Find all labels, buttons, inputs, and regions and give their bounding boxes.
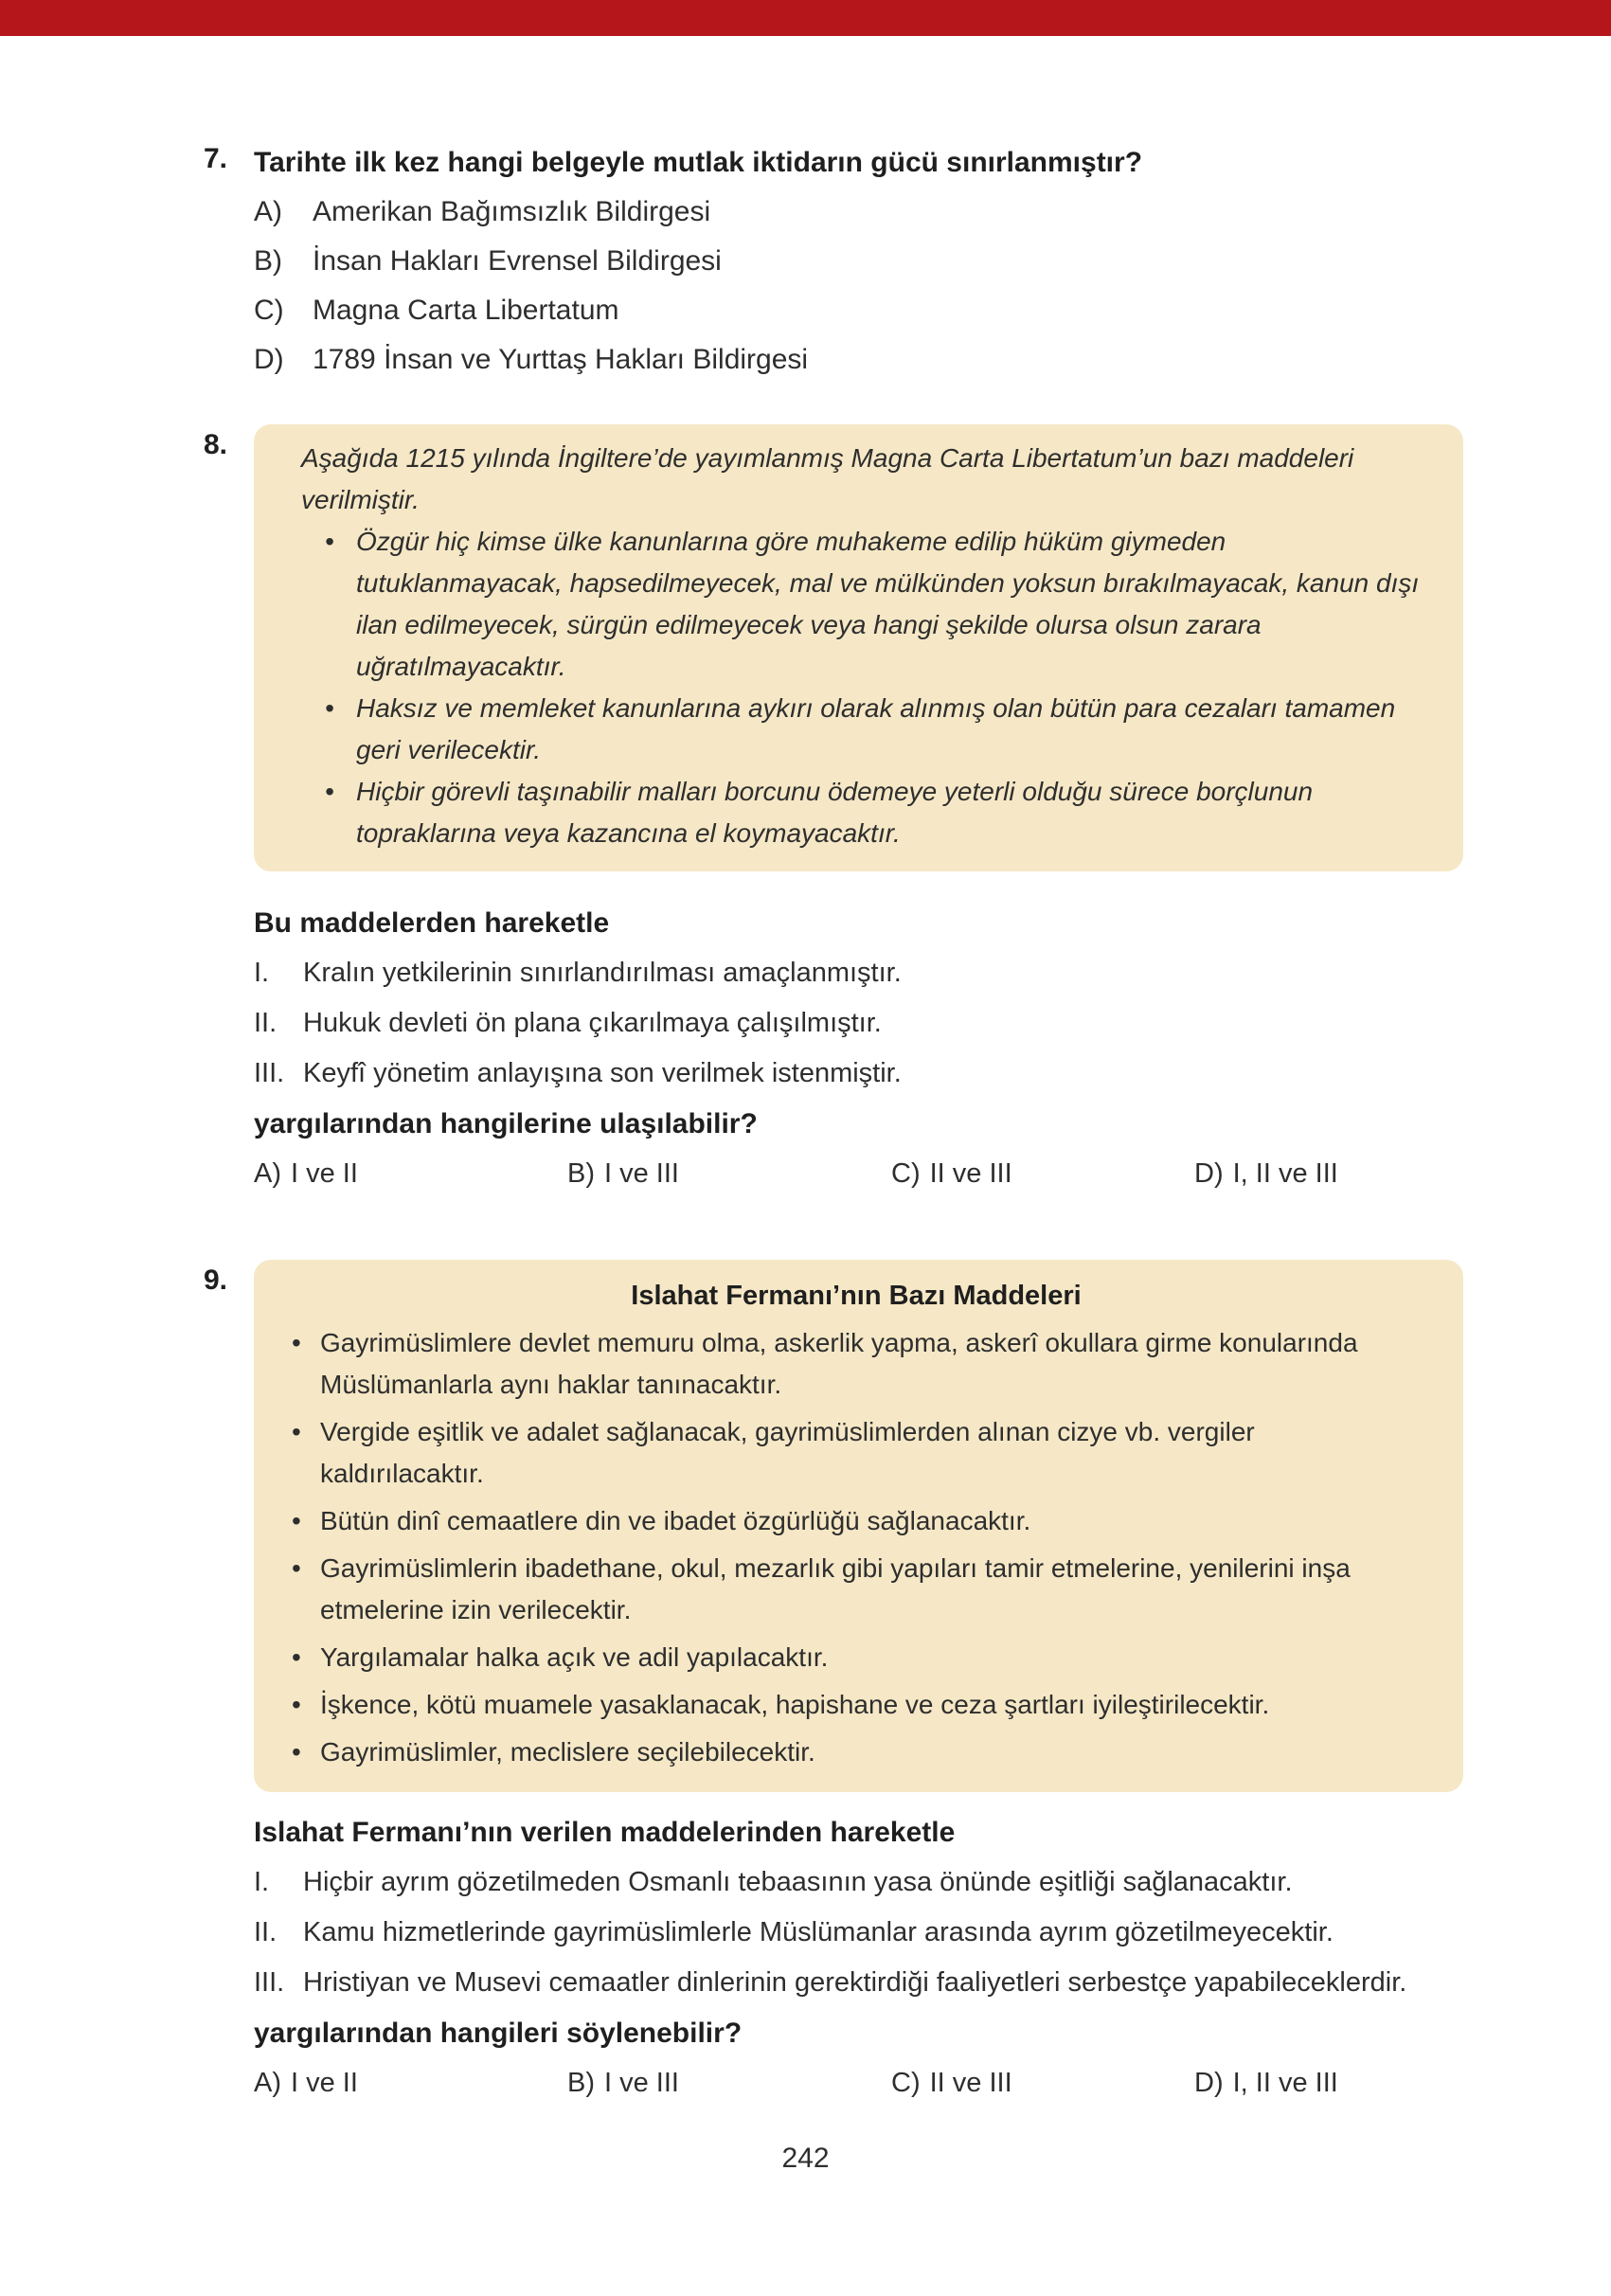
page-top-accent-bar <box>0 0 1611 36</box>
source-box-title: Islahat Fermanı’nın Bazı Maddeleri <box>631 1281 1082 1311</box>
answer-option-d <box>1194 2058 1338 2108</box>
statement-3 <box>254 1049 1463 1099</box>
answer-option-b <box>254 237 1463 286</box>
option-text: Amerikan Bağımsızlık Bildirgesi <box>313 196 711 227</box>
option-text: II ve III <box>929 2068 1012 2098</box>
bullet-icon: • <box>292 1328 301 1357</box>
stem-question: yargılarından hangilerine ulaşılabilir? <box>254 1108 758 1139</box>
stem-question: yargılarından hangileri söylenebilir? <box>254 2018 743 2049</box>
statement-3 <box>254 1958 1463 2008</box>
option-text: I ve II <box>291 1158 358 1189</box>
option-letter: A) <box>254 1158 281 1189</box>
option-text: I, II ve III <box>1232 2068 1338 2098</box>
answer-option-c <box>891 1149 1012 1199</box>
question-7-title: Tarihte ilk kez hangi belgeyle mutlak iktidarın gücü sınırlanmıştır? <box>254 147 1143 178</box>
option-letter: C) <box>254 295 284 326</box>
list-item <box>292 1684 1421 1726</box>
answer-option-a <box>254 2058 358 2108</box>
statement-numeral: II. <box>254 1008 277 1038</box>
bullet-icon: • <box>292 1506 301 1535</box>
list-item <box>325 688 1421 771</box>
list-item <box>292 1322 1421 1406</box>
bullet-text: Bütün dinî cemaatlere din ve ibadet özgürlüğü sağlanacaktır. <box>320 1506 1031 1535</box>
statement-1 <box>254 1857 1463 1908</box>
list-item <box>292 1411 1421 1495</box>
statement-text: Kamu hizmetlerinde gayrimüslimlerle Müslümanlar arasında ayrım gözetilmeyecektir. <box>303 1917 1334 1947</box>
bullet-icon: • <box>292 1737 301 1767</box>
option-letter: A) <box>254 2068 281 2098</box>
question-9-number: 9. <box>204 1265 228 1296</box>
option-letter: B) <box>567 1158 595 1189</box>
list-item <box>325 771 1421 854</box>
bullet-text: Gayrimüslimlerin ibadethane, okul, mezarlık gibi yapıları tamir etmelerine, yenilerini inşa etmelerine izin verilecektir. <box>320 1553 1351 1624</box>
bullet-text: Hiçbir görevli taşınabilir malları borcunu ödemeye yeterli olduğu sürece borçlunun topraklarına veya kazancına el koymayacaktır. <box>356 777 1314 848</box>
question-7-number: 7. <box>204 143 228 174</box>
statement-text: Hristiyan ve Musevi cemaatler dinlerinin gerektirdiği faaliyetleri serbestçe yapabileceklerdir. <box>303 1967 1407 1998</box>
question-9-body <box>254 1260 1463 2108</box>
question-8-body <box>254 424 1463 1199</box>
option-letter: D) <box>254 344 284 375</box>
statement-numeral: III. <box>254 1967 285 1998</box>
answer-option-b <box>567 1149 679 1199</box>
option-text: I ve III <box>604 1158 679 1189</box>
option-letter: B) <box>567 2068 595 2098</box>
question-7 <box>204 138 1463 385</box>
question-8-number: 8. <box>204 429 228 460</box>
bullet-icon: • <box>325 693 334 723</box>
statement-numeral: III. <box>254 1058 285 1088</box>
bullet-icon: • <box>292 1642 301 1672</box>
answers-row <box>254 2058 1463 2108</box>
bullet-text: İşkence, kötü muamele yasaklanacak, hapishane ve ceza şartları iyileştirilecektir. <box>320 1690 1270 1719</box>
bullet-icon: • <box>292 1690 301 1719</box>
statement-text: Hiçbir ayrım gözetilmeden Osmanlı tebaasının yasa önünde eşitliği sağlanacaktır. <box>303 1867 1293 1897</box>
question-8 <box>204 424 1463 1199</box>
option-text: II ve III <box>929 1158 1012 1189</box>
option-text: 1789 İnsan ve Yurttaş Hakları Bildirgesi <box>313 344 809 375</box>
statement-2 <box>254 1908 1463 1958</box>
bullet-text: Özgür hiç kimse ülke kanunlarına göre muhakeme edilip hüküm giymeden tutuklanmayacak, hapsedilmeyecek, mal ve mülkünden yoksun bırakılmayacak, kanun dışı ilan edilmeyecek, sürgün edilmeyecek veya hangi şekilde olursa olsun zarara uğratılmayacaktır. <box>356 527 1420 681</box>
answer-option-c <box>254 286 1463 335</box>
source-text-box <box>254 1260 1463 1792</box>
bullet-icon: • <box>325 777 334 806</box>
option-text: I ve II <box>291 2068 358 2098</box>
source-intro: Aşağıda 1215 yılında İngiltere’de yayımlanmış Magna Carta Libertatum’un bazı maddeleri verilmiştir. <box>301 443 1354 514</box>
answer-option-d <box>254 335 1463 385</box>
question-9 <box>204 1260 1463 2108</box>
list-item <box>325 521 1421 688</box>
statement-numeral: I. <box>254 958 270 988</box>
option-text: İnsan Hakları Evrensel Bildirgesi <box>313 245 722 277</box>
question-7-body <box>254 138 1463 385</box>
option-letter: C) <box>891 1158 921 1189</box>
list-item <box>292 1637 1421 1678</box>
bullet-text: Yargılamalar halka açık ve adil yapılacaktır. <box>320 1642 829 1672</box>
answer-option-a <box>254 1149 358 1199</box>
bullet-text: Haksız ve memleket kanunlarına aykırı olarak alınmış olan bütün para cezaları tamamen geri verilecektir. <box>356 693 1396 764</box>
option-letter: D) <box>1194 2068 1224 2098</box>
list-item <box>292 1731 1421 1773</box>
option-letter: A) <box>254 196 282 227</box>
option-text: I ve III <box>604 2068 679 2098</box>
answer-option-b <box>567 2058 679 2108</box>
option-text: Magna Carta Libertatum <box>313 295 619 326</box>
stem-heading: Islahat Fermanı’nın verilen maddelerinden hareketle <box>254 1817 956 1848</box>
answer-option-c <box>891 2058 1012 2108</box>
statement-numeral: I. <box>254 1867 270 1897</box>
statement-text: Keyfî yönetim anlayışına son verilmek istenmiştir. <box>303 1058 902 1088</box>
bullet-text: Vergide eşitlik ve adalet sağlanacak, gayrimüslimlerden alınan cizye vb. vergiler kaldırılacaktır. <box>320 1417 1255 1488</box>
list-item <box>292 1500 1421 1542</box>
statement-1 <box>254 948 1463 998</box>
bullet-text: Gayrimüslimler, meclislere seçilebilecektir. <box>320 1737 815 1767</box>
bullet-text: Gayrimüslimlere devlet memuru olma, askerlik yapma, askerî okullara girme konularında Müslümanlarla aynı haklar tanınacaktır. <box>320 1328 1358 1399</box>
bullet-icon: • <box>325 527 334 556</box>
statement-text: Kralın yetkilerinin sınırlandırılması amaçlanmıştır. <box>303 958 902 988</box>
answer-option-d <box>1194 1149 1338 1199</box>
statement-numeral: II. <box>254 1917 277 1947</box>
option-letter: D) <box>1194 1158 1224 1189</box>
statement-2 <box>254 998 1463 1049</box>
page-number: 242 <box>781 2143 830 2174</box>
answers-row <box>254 1149 1463 1199</box>
bullet-icon: • <box>292 1417 301 1446</box>
list-item <box>292 1548 1421 1631</box>
option-letter: B) <box>254 245 282 277</box>
stem-heading: Bu maddelerden hareketle <box>254 907 610 939</box>
statement-text: Hukuk devleti ön plana çıkarılmaya çalışılmıştır. <box>303 1008 882 1038</box>
option-letter: C) <box>891 2068 921 2098</box>
source-text-box <box>254 424 1463 871</box>
answer-option-a <box>254 188 1463 237</box>
option-text: I, II ve III <box>1232 1158 1338 1189</box>
bullet-icon: • <box>292 1553 301 1583</box>
